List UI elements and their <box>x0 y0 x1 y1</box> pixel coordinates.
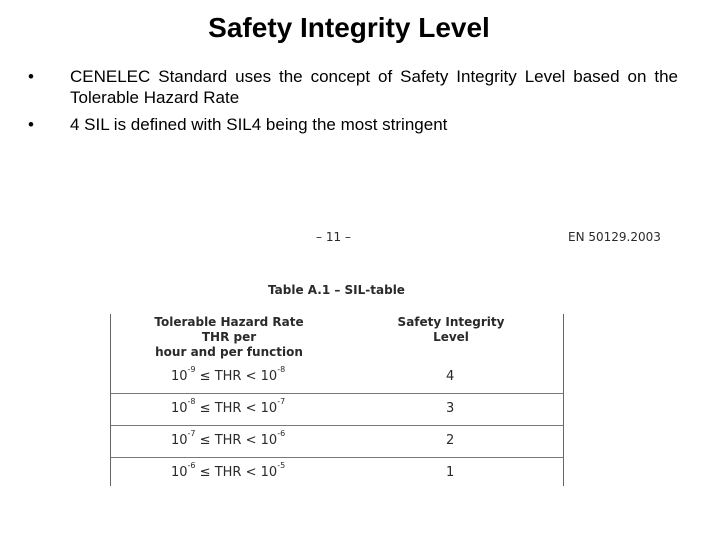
column-header-line: Safety Integrity <box>397 315 505 329</box>
bullet-item <box>28 114 678 135</box>
table-row <box>111 394 563 424</box>
sil-table <box>110 314 564 486</box>
bullet-text: CENELEC Standard uses the concept of Safety Integrity Level based on the Tolerable Hazard Rate <box>70 67 678 107</box>
column-header-line: hour and per function <box>155 345 303 359</box>
bullet-list <box>28 66 678 141</box>
thr-range: $10^{-8}$ ≤ THR < $10^{-7}$ <box>171 397 286 416</box>
scanned-standard-excerpt <box>108 224 678 494</box>
table-row <box>111 426 563 456</box>
column-header-line: THR per <box>201 330 257 344</box>
sil-value: 1 <box>446 465 455 480</box>
thr-range: $10^{-9}$ ≤ THR < $10^{-8}$ <box>171 365 286 384</box>
document-reference: EN 50129.2003 <box>568 230 661 244</box>
thr-range: $10^{-6}$ ≤ THR < $10^{-5}$ <box>171 461 286 480</box>
table-caption: Table A.1 – SIL-table <box>268 283 405 297</box>
slide-title: Safety Integrity Level <box>208 12 490 43</box>
column-header-line: Tolerable Hazard Rate <box>154 315 304 329</box>
column-header-line: Level <box>433 330 469 344</box>
column-header-sil <box>371 315 531 345</box>
bullet-icon: • <box>28 115 34 134</box>
thr-range: $10^{-7}$ ≤ THR < $10^{-6}$ <box>171 429 286 448</box>
table-row <box>111 458 563 488</box>
sil-value: 2 <box>446 433 455 448</box>
bullet-text: 4 SIL is defined with SIL4 being the most stringent <box>70 115 448 134</box>
sil-value: 3 <box>446 401 455 416</box>
page-number: – 11 – <box>316 230 351 244</box>
bullet-item <box>28 66 678 108</box>
table-row <box>111 362 563 392</box>
bullet-icon: • <box>28 67 34 86</box>
column-header-thr <box>111 315 347 360</box>
sil-value: 4 <box>446 369 455 384</box>
